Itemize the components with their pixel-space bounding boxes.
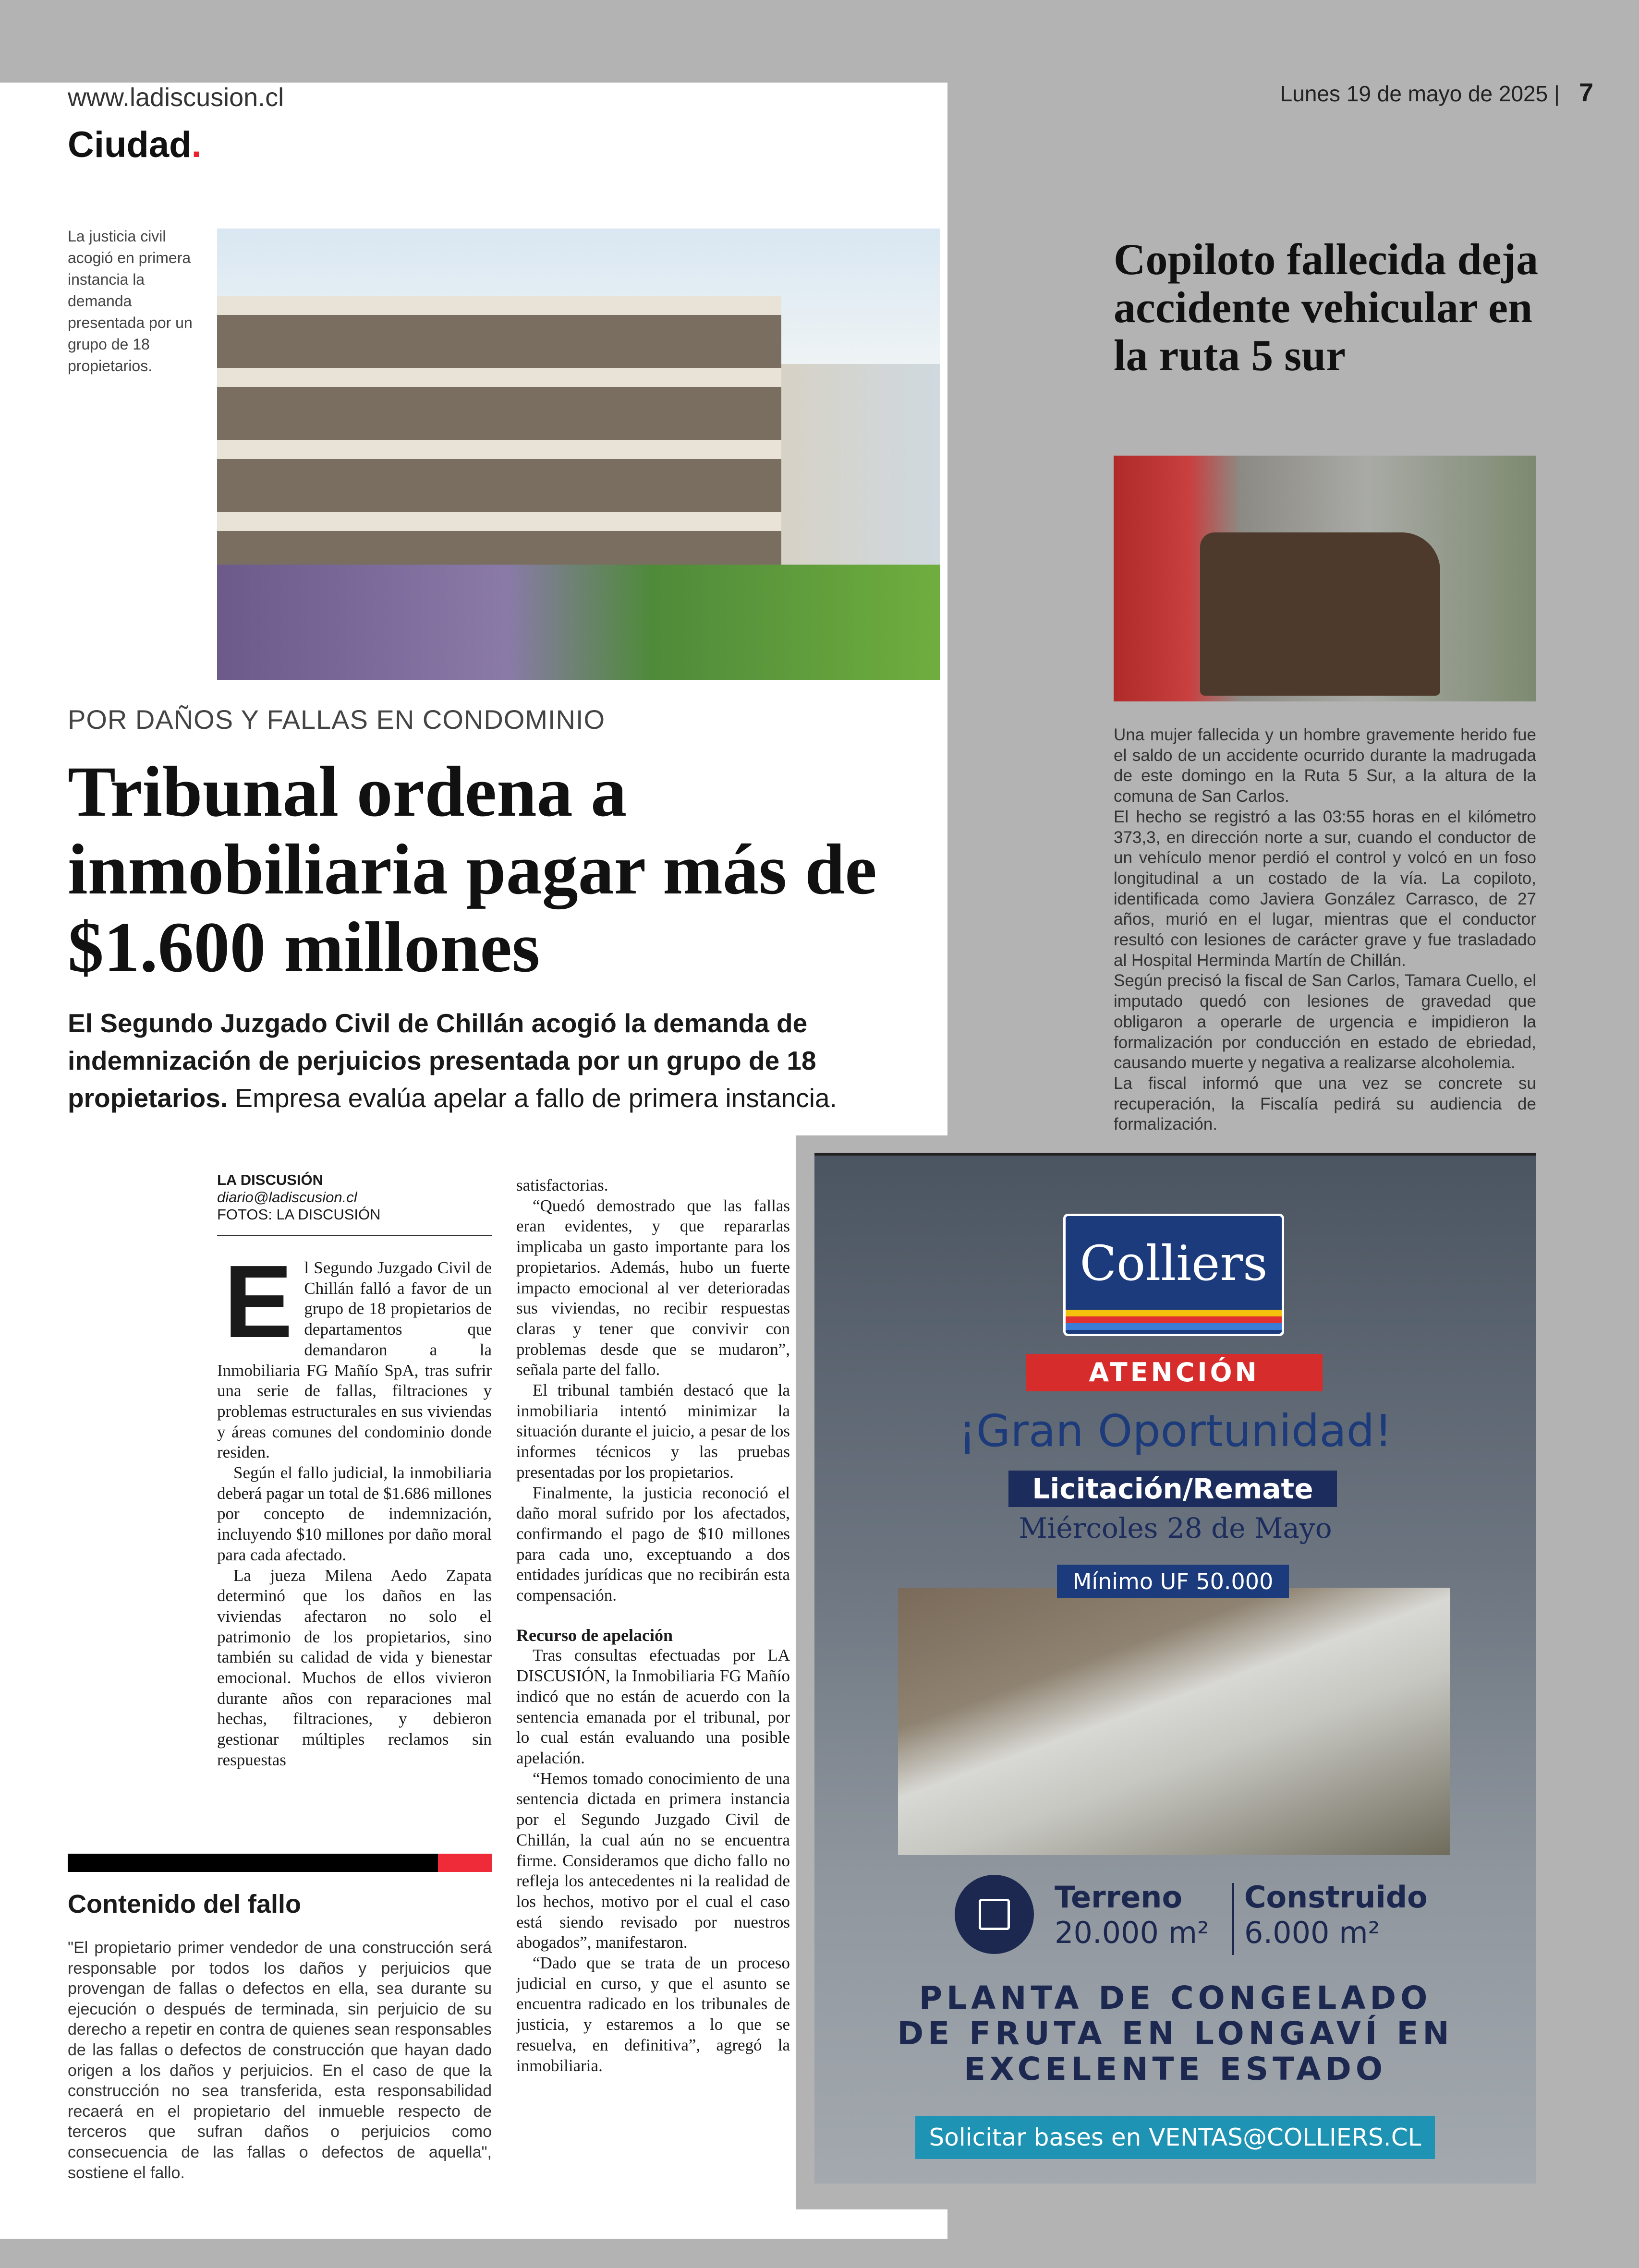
paragraph: Finalmente, la justicia reconoció el daño moral sufrido por los afectados, confirmando el pago de $10 millones para cada uno, exceptuando a dos entidades jurídicas que no recibirán esta compensación. [516, 1483, 790, 1605]
kicker: POR DAÑOS Y FALLAS EN CONDOMINIO [68, 704, 606, 735]
divider [217, 1235, 492, 1236]
byline-photos: FOTOS: LA DISCUSIÓN [217, 1206, 381, 1223]
accident-photo [1114, 456, 1536, 701]
desc-line: PLANTA DE CONGELADO [919, 1979, 1432, 2016]
paragraph: El tribunal también destacó que la inmobiliaria intentó minimizar la situación durante el juicio, a pesar de los informes técnicos y las pruebas presentadas por los propietarios. [516, 1381, 790, 1482]
byline-author: LA DISCUSIÓN [217, 1171, 324, 1188]
desc-line: EXCELENTE ESTADO [963, 2051, 1387, 2087]
built-label: Construido [1244, 1880, 1428, 1915]
built-value: 6.000 m² [1244, 1915, 1380, 1950]
page-number: 7 [1578, 78, 1593, 107]
paragraph: “Dado que se trata de un proceso judicial en curso, y que el asunto se encuentra radicado en los tribunales de justicia, y estaremos a lo que se resuelva, en definitiva”, agregó la inmobiliaria. [516, 1954, 790, 2075]
body-column-1 [217, 1243, 492, 1771]
attention-banner: ATENCIÓN [1026, 1354, 1323, 1391]
auction-date: Miércoles 28 de Mayo [1019, 1512, 1332, 1544]
stat-divider [1232, 1883, 1234, 1955]
paragraph: l Segundo Juzgado Civil de Chillán falló a favor de un grupo de 18 propietarios de departamentos que demandaron a la Inmobiliaria FG Mañío SpA, tras sufrir una serie de fallas, filtraciones y problemas estructurales en sus viviendas y áreas comunes del condominio donde residen. [217, 1258, 492, 1462]
area-icon [955, 1875, 1034, 1954]
section-dot: . [191, 124, 202, 165]
colliers-logo [1063, 1214, 1284, 1336]
headline: Tribunal ordena a inmobiliaria pagar más de $1.600 millones [68, 752, 877, 987]
ad-big-title: ¡Gran Oportunidad! [958, 1405, 1393, 1457]
paragraph: “Hemos tomado conocimiento de una sentencia dictada en primera instancia por el Segundo Juzgado Civil de Chillán, la cual aún no se encuentra firme. Consideramos que dicho fallo no refleja los antecedentes ni la realidad de los hechos, motivo por el cual el caso está siendo revisado por nuestros abogados”, manifestaron. [516, 1769, 790, 1952]
byline-email: diario@ladiscusion.cl [217, 1189, 357, 1206]
paragraph: Según el fallo judicial, la inmobiliaria deberá pagar un total de $1.686 millones por concepto de indemnización, incluyendo $10 millones por daño moral para cada afectado. [217, 1463, 492, 1564]
paragraph: Una mujer fallecida y un hombre gravemente herido fue el saldo de un accidente ocurrido durante la madrugada de este domingo en la Ruta 5 Sur, a la altura de la comuna de San Carlos. [1114, 725, 1536, 806]
issue-date: Lunes 19 de mayo de 2025 | [1280, 81, 1560, 106]
photo-caption: La justicia civil acogió en primera instancia la demanda presentada por un grupo de 18 propietarios. [68, 228, 193, 374]
box-title: Contenido del fallo [68, 1890, 301, 1918]
byline [217, 1171, 381, 1223]
land-stat [1055, 1880, 1209, 1951]
box-rule [68, 1854, 492, 1872]
auction-type: Licitación/Remate [1008, 1471, 1337, 1507]
desc-line: DE FRUTA EN LONGAVÍ EN [897, 2015, 1454, 2052]
paragraph: Según precisó la fiscal de San Carlos, Tamara Cuello, el imputado quedó con lesiones de gravedad que obligaron a operarle de urgencia e impidieron la formalización por conducción en estado de ebriedad, causando muerte y negativa a realizarse alcoholemia. [1114, 971, 1536, 1073]
paragraph: El hecho se registró a las 03:55 horas en el kilómetro 373,3, en dirección norte a sur, cuando el conductor de un vehículo menor perdió el control y volcó en un foso longitudinal a un costado de la vía. La copiloto, identificada como Javiera González Carrasco, de 27 años, murió en el lugar, mientras que el conductor resultó con lesiones de carácter grave y fue trasladado al Hospital Herminda Martín de Chillán. [1114, 807, 1536, 970]
condominium-photo [217, 229, 940, 680]
body-column-2 [516, 1175, 790, 2076]
deck-rest: Empresa evalúa apelar a fallo de primera instancia. [228, 1083, 837, 1113]
deck-bold: El Segundo Juzgado Civil de Chillán acogió la demanda de indemnización de perjuicios presentada por un grupo de 18 propietarios. [68, 1008, 816, 1113]
paragraph: “Quedó demostrado que las fallas eran evidentes, y que repararlas implicaba un gasto importante para los propietarios. Además, hubo un fuerte impacto emocional al ver deterioradas sus viviendas, no recibir respuestas claras y tener que convivir con problemas desde que se mudaron”, señala parte del fallo. [516, 1196, 790, 1379]
request-bases-button[interactable]: Solicitar bases en VENTAS@COLLIERS.CL [915, 2116, 1435, 2159]
minimum-price: Mínimo UF 50.000 [1057, 1565, 1289, 1598]
section-title [68, 124, 202, 166]
built-stat [1244, 1880, 1428, 1951]
section-label: Ciudad [68, 124, 192, 165]
aerial-photo [898, 1588, 1450, 1855]
logo-text: Colliers [1080, 1235, 1268, 1291]
paragraph: La fiscal informó que una vez se concrete su recuperación, la Fiscalía pedirá su audiencia de formalización. [1114, 1074, 1536, 1134]
paragraph: satisfactorias. [516, 1176, 608, 1194]
colliers-ad[interactable] [814, 1153, 1536, 2184]
paragraph: Tras consultas efectuadas por LA DISCUSIÓN, la Inmobiliaria FG Mañío indicó que no están de acuerdo con la sentencia emanada por el tribunal, por lo cual están evaluando una posible apelación. [516, 1646, 790, 1767]
paragraph: La jueza Milena Aedo Zapata determinó que los daños en las viviendas afectaron no solo el patrimonio de los propietarios, sino también su calidad de vida y bienestar emocional. Muchos de ellos vivieron durante años con reparaciones mal hechas, filtraciones, y debieron gestionar múltiples reclamos sin respuestas [217, 1566, 492, 1769]
subheading: Recurso de apelación [516, 1625, 673, 1645]
drop-cap: E [224, 1243, 293, 1359]
property-description [814, 1980, 1536, 2087]
land-label: Terreno [1055, 1880, 1183, 1915]
site-url: www.ladiscusion.cl [68, 83, 284, 112]
land-value: 20.000 m² [1055, 1915, 1209, 1950]
box-text: "El propietario primer vendedor de una construcción será responsable por todos los daños y perjuicios que provengan de fallas o defectos en ella, sea durante su ejecución o después de terminada, sin perjuicio de su derecho a repetir en contra de quienes sean responsables de las fallas o defectos de construcción que hayan dado origen a los daños y perjuicios. En el caso de que la construcción no sea transferida, esta responsabilidad recaerá en el propietario del inmueble respecto de terceros que sufran daños o perjuicios como consecuencia de las fallas o defectos de aquella", sostiene el fallo. [68, 1939, 492, 2182]
date-bar [1280, 78, 1593, 108]
deck [68, 1004, 923, 1117]
side-headline: Copiloto fallecida deja accidente vehicular en la ruta 5 sur [1114, 235, 1539, 380]
side-body [1114, 725, 1536, 1135]
